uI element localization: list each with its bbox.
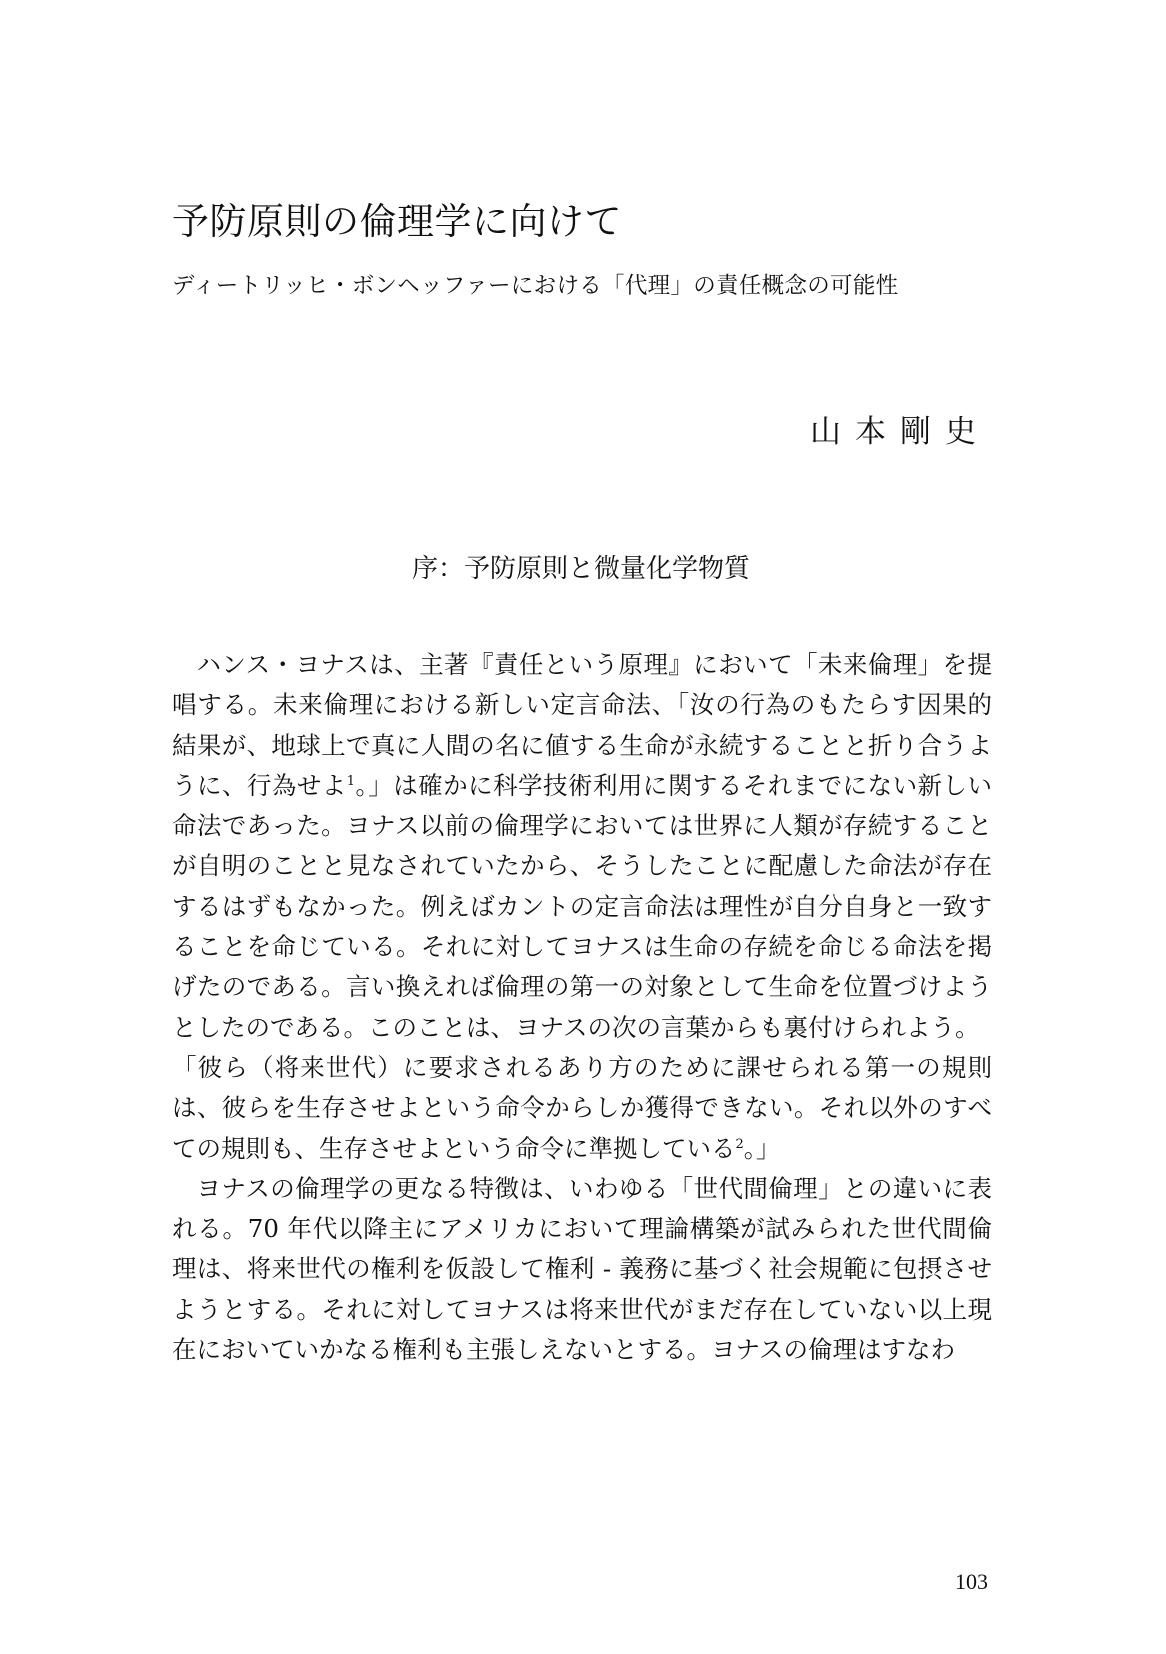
article-subtitle: ディートリッヒ・ボンヘッファーにおける「代理」の責任概念の可能性 (172, 273, 899, 299)
paragraph-1-text-b: 。」は確かに科学技術利用に関するそれまでにない新しい命法であった。ヨナス以前の倫理学においては世界に人類が存続することが自明のことと見なされていたから、そうしたことに配慮した命法が存在するはずもなかった。例えばカントの定言命法は理性が自分自身と一致することを命じている。それに対してヨナスは生命の存続を命じる命法を掲げたのである。言い換えれば倫理の第一の対象として生命を位置づけようとしたのである。このことは、ヨナスの次の言葉からも裏付けられよう。 (172, 770, 992, 1042)
page-number: 103 (955, 1569, 988, 1594)
section-heading: 序：予防原則と微量化学物質 (411, 554, 750, 584)
paragraph-1 (172, 645, 992, 1048)
author-name: 山本剛史 (810, 414, 990, 450)
article-title: 予防原則の倫理学に向けて (172, 200, 622, 243)
block-quote (172, 1048, 992, 1169)
footnote-marker-1: 1 (346, 773, 356, 789)
quote-text-b: 。」 (743, 1133, 781, 1163)
footnote-marker-2: 2 (735, 1136, 744, 1152)
paragraph-1-text-a: ハンス・ヨナスは、主著『責任という原理』において「未来倫理」を提唱する。未来倫理における新しい定言命法、「汝の行為のもたらす因果的結果が、地球上で真に人間の名に値する生命が永続することと折り合うように、行為せよ (172, 650, 992, 800)
quote-text-a: 「彼ら（将来世代）に要求されるあり方のために課せられる第一の規則は、彼らを生存させよという命令からしか獲得できない。それ以外のすべての規則も、生存させよという命令に準拠している (172, 1052, 992, 1163)
body-text (172, 645, 992, 1370)
paragraph-2: ヨナスの倫理学の更なる特徴は、いわゆる「世代間倫理」との違いに表れる。70 年代以降主にアメリカにおいて理論構築が試みられた世代間倫理は、将来世代の権利を仮設して権利 - 義務に基づく社会規範に包摂させようとする。それに対してヨナスは将来世代がまだ存在していない以上現在においていかなる権利も主張しえないとする。ヨナスの倫理はすなわ (172, 1173, 992, 1365)
